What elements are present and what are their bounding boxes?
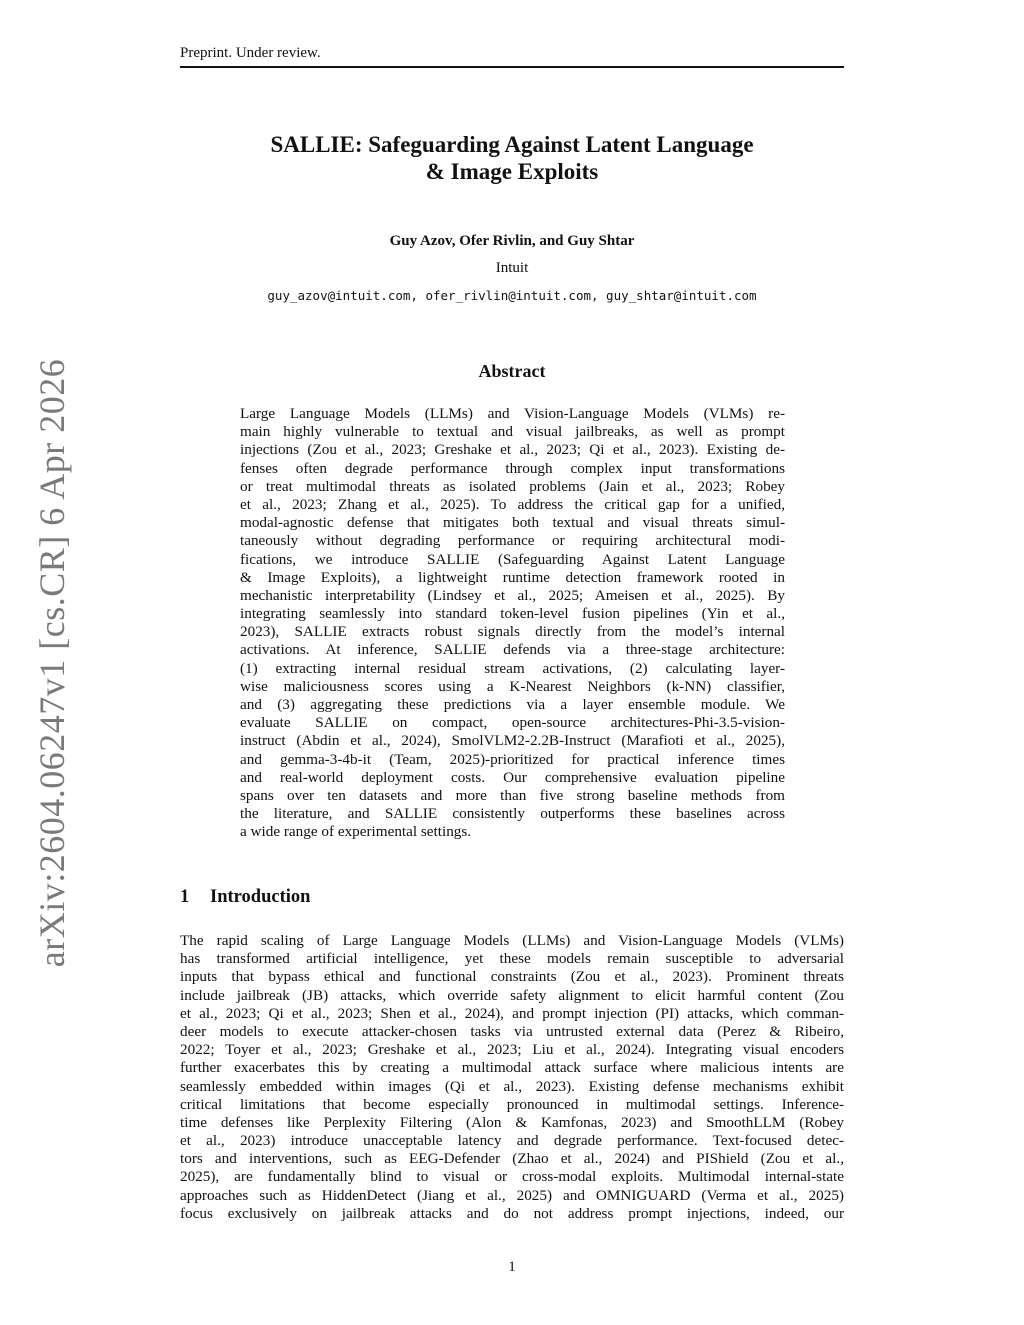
- introduction-line: time defenses like Perplexity Filtering (Alon & Kamfonas, 2023) and SmoothLLM (Robey: [180, 1113, 844, 1131]
- abstract-line: and gemma-3-4b-it (Team, 2025)-prioritized for practical inference times: [240, 750, 785, 768]
- abstract-line: & Image Exploits), a lightweight runtime detection framework rooted in: [240, 568, 785, 586]
- section-title: Introduction: [210, 887, 311, 907]
- abstract-heading: Abstract: [478, 361, 546, 381]
- abstract-line: activations. At inference, SALLIE defends via a three-stage architecture:: [240, 641, 785, 659]
- introduction-line: inputs that bypass ethical and functional constraints (Zou et al., 2023). Prominent threats: [180, 968, 844, 986]
- running-header: Preprint. Under review.: [180, 44, 844, 68]
- introduction-line: has transformed artificial intelligence, yet these models remain susceptible to adversarial: [180, 950, 844, 968]
- author-emails: guy_azov@intuit.com, ofer_rivlin@intuit.com, guy_shtar@intuit.com: [267, 288, 757, 303]
- paper-title-line-1: SALLIE: Safeguarding Against Latent Language: [270, 132, 754, 157]
- abstract-line: evaluate SALLIE on compact, open-source architectures-Phi-3.5-vision-: [240, 714, 785, 732]
- abstract-line: or treat multimodal threats as isolated problems (Jain et al., 2023; Robey: [240, 477, 785, 495]
- abstract-line: et al., 2023; Zhang et al., 2025). To address the critical gap for a unified,: [240, 495, 785, 513]
- introduction-line: further exacerbates this by creating a multimodal attack surface where malicious intents are: [180, 1059, 844, 1077]
- abstract-body: [240, 405, 785, 842]
- author-list: Guy Azov, Ofer Rivlin, and Guy Shtar: [389, 233, 635, 249]
- paper-title-line-2: & Image Exploits: [425, 159, 599, 184]
- introduction-line: et al., 2023) introduce unacceptable latency and degrade performance. Text-focused detec-: [180, 1132, 844, 1150]
- abstract-line: fications, we introduce SALLIE (Safeguarding Against Latent Language: [240, 550, 785, 568]
- abstract-line: and (3) aggregating these predictions via a layer ensemble module. We: [240, 696, 785, 713]
- introduction-line: critical limitations that become especially pronounced in multimodal settings. Inference-: [180, 1095, 844, 1113]
- introduction-line: deer models to execute attacker-chosen tasks via untrusted external data (Perez & Ribeiro,: [180, 1022, 844, 1040]
- abstract-line: (1) extracting internal residual stream activations, (2) calculating layer-: [240, 659, 785, 677]
- abstract-line: and real-world deployment costs. Our comprehensive evaluation pipeline: [240, 768, 785, 786]
- abstract-line: spans over ten datasets and more than five strong baseline methods from: [240, 786, 785, 804]
- introduction-line: 2025), are fundamentally blind to visual or cross-modal exploits. Multimodal internal-state: [180, 1168, 844, 1186]
- introduction-body: [180, 932, 844, 1223]
- abstract-line: instruct (Abdin et al., 2024), SmolVLM2-2.2B-Instruct (Marafioti et al., 2025),: [240, 732, 785, 750]
- abstract-line: mechanistic interpretability (Lindsey et al., 2025; Ameisen et al., 2025). By: [240, 586, 785, 604]
- abstract-line: injections (Zou et al., 2023; Greshake et al., 2023; Qi et al., 2023). Existing de-: [240, 441, 785, 459]
- abstract-line: integrating seamlessly into standard token-level fusion pipelines (Yin et al.,: [240, 605, 785, 623]
- paper-title: [180, 131, 844, 185]
- introduction-line: The rapid scaling of Large Language Models (LLMs) and Vision-Language Models (VLMs): [180, 932, 844, 949]
- abstract-line: main highly vulnerable to textual and visual jailbreaks, as well as prompt: [240, 423, 785, 441]
- introduction-line: tors and interventions, such as EEG-Defender (Zhao et al., 2024) and PIShield (Zou et al.,: [180, 1150, 844, 1168]
- abstract-line: a wide range of experimental settings.: [240, 823, 472, 841]
- arxiv-identifier-stamp: arXiv:2604.06247v1 [cs.CR] 6 Apr 2026: [32, 358, 72, 968]
- introduction-line: et al., 2023; Qi et al., 2023; Shen et al., 2024), and prompt injection (PI) attacks, which comman-: [180, 1004, 844, 1022]
- abstract-line: fenses often degrade performance through complex input transformations: [240, 459, 785, 477]
- abstract-line: wise maliciousness scores using a K-Nearest Neighbors (k-NN) classifier,: [240, 677, 785, 695]
- page-number: 1: [508, 1259, 516, 1275]
- introduction-line: seamlessly embedded within images (Qi et al., 2023). Existing defense mechanisms exhibit: [180, 1077, 844, 1095]
- abstract-line: the literature, and SALLIE consistently outperforms these baselines across: [240, 805, 785, 823]
- introduction-line: 2022; Toyer et al., 2023; Greshake et al., 2023; Liu et al., 2024). Integrating visual encoders: [180, 1041, 844, 1059]
- introduction-line: approaches such as HiddenDetect (Jiang et al., 2025) and OMNIGUARD (Verma et al., 2025): [180, 1186, 844, 1204]
- abstract-line: 2023), SALLIE extracts robust signals directly from the model’s internal: [240, 623, 785, 641]
- affiliation: Intuit: [495, 260, 529, 276]
- introduction-line: focus exclusively on jailbreak attacks and do not address prompt injections, indeed, our: [180, 1204, 844, 1222]
- abstract-line: taneously without degrading performance or requiring architectural modi-: [240, 532, 785, 550]
- abstract-line: modal-agnostic defense that mitigates both textual and visual threats simul-: [240, 514, 785, 532]
- section-heading-introduction: [180, 885, 844, 909]
- abstract-line: Large Language Models (LLMs) and Vision-Language Models (VLMs) re-: [240, 405, 785, 422]
- introduction-line: include jailbreak (JB) attacks, which override safety alignment to elicit harmful content (Zou: [180, 986, 844, 1004]
- section-number: 1: [180, 887, 190, 907]
